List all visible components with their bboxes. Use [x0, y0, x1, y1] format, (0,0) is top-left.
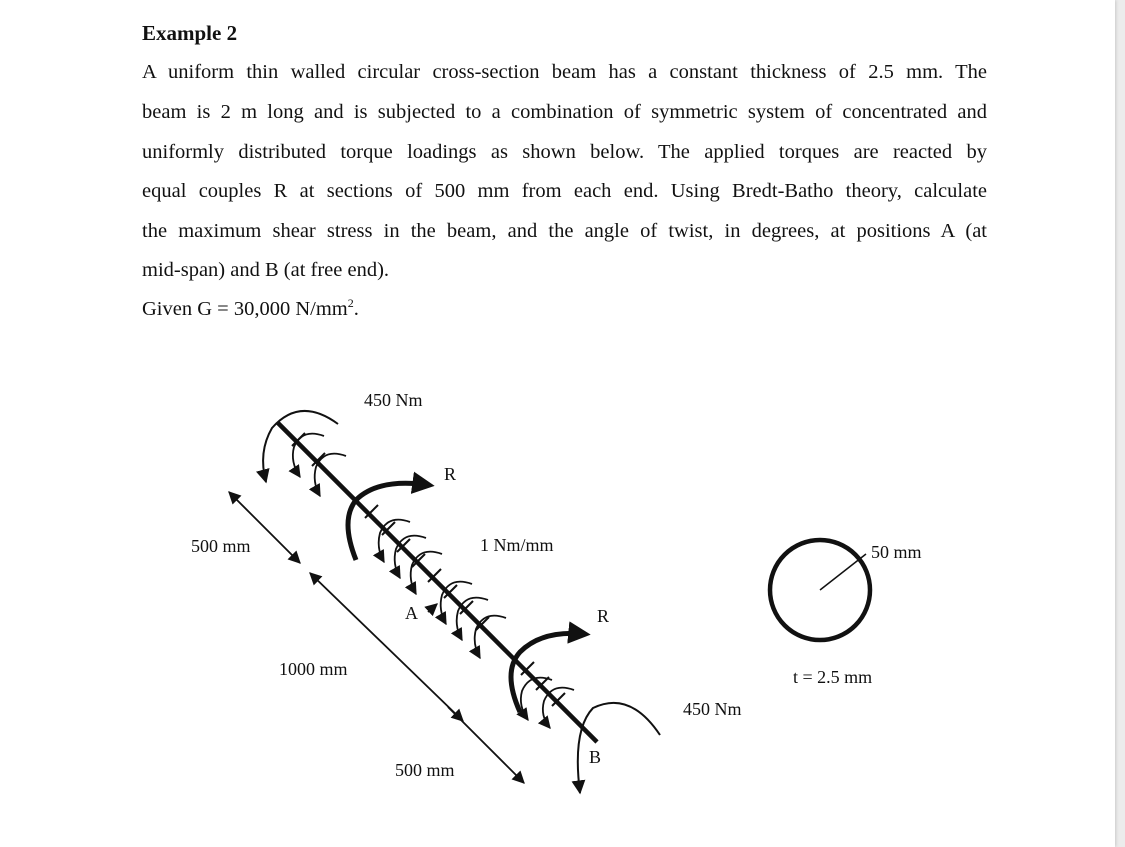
- dimension-line-right: [448, 707, 524, 783]
- radius-line: [820, 554, 866, 590]
- label-point-b: B: [589, 747, 602, 767]
- label-dim-right: 500 mm: [395, 760, 455, 780]
- point-a-arrow: [428, 604, 437, 612]
- label-udl: 1 Nm/mm: [480, 535, 554, 555]
- given-text: Given G = 30,000 N/mm: [142, 298, 348, 320]
- label-point-a: A: [405, 603, 418, 623]
- text-line-5: the maximum shear stress in the beam, and the angle of twist, in degrees, at positions A (at: [142, 220, 987, 242]
- text-line-3: uniformly distributed torque loadings as shown below. The applied torques are reacted by: [142, 141, 987, 163]
- label-radius: 50 mm: [871, 542, 922, 562]
- given-period: .: [353, 298, 359, 320]
- text-line-2: beam is 2 m long and is subjected to a combination of symmetric system of concentrated and: [142, 101, 987, 123]
- label-reaction-lower: R: [597, 606, 610, 626]
- text-line-1: A uniform thin walled circular cross-section beam has a constant thickness of 2.5 mm. The: [142, 61, 987, 83]
- text-line-4: equal couples R at sections of 500 mm from each end. Using Bredt-Batho theory, calculate: [142, 180, 987, 202]
- example-title: Example 2: [142, 21, 238, 45]
- label-torque-bottom: 450 Nm: [683, 699, 742, 719]
- label-dim-middle: 1000 mm: [279, 659, 348, 679]
- dimension-line-middle: [310, 573, 463, 721]
- label-reaction-upper: R: [444, 464, 457, 484]
- label-dim-left: 500 mm: [191, 536, 251, 556]
- label-torque-top: 450 Nm: [364, 390, 423, 410]
- text-line-6: mid-span) and B (at free end).: [142, 259, 390, 281]
- given-exponent: 2: [347, 296, 354, 310]
- label-thickness: t = 2.5 mm: [793, 667, 873, 687]
